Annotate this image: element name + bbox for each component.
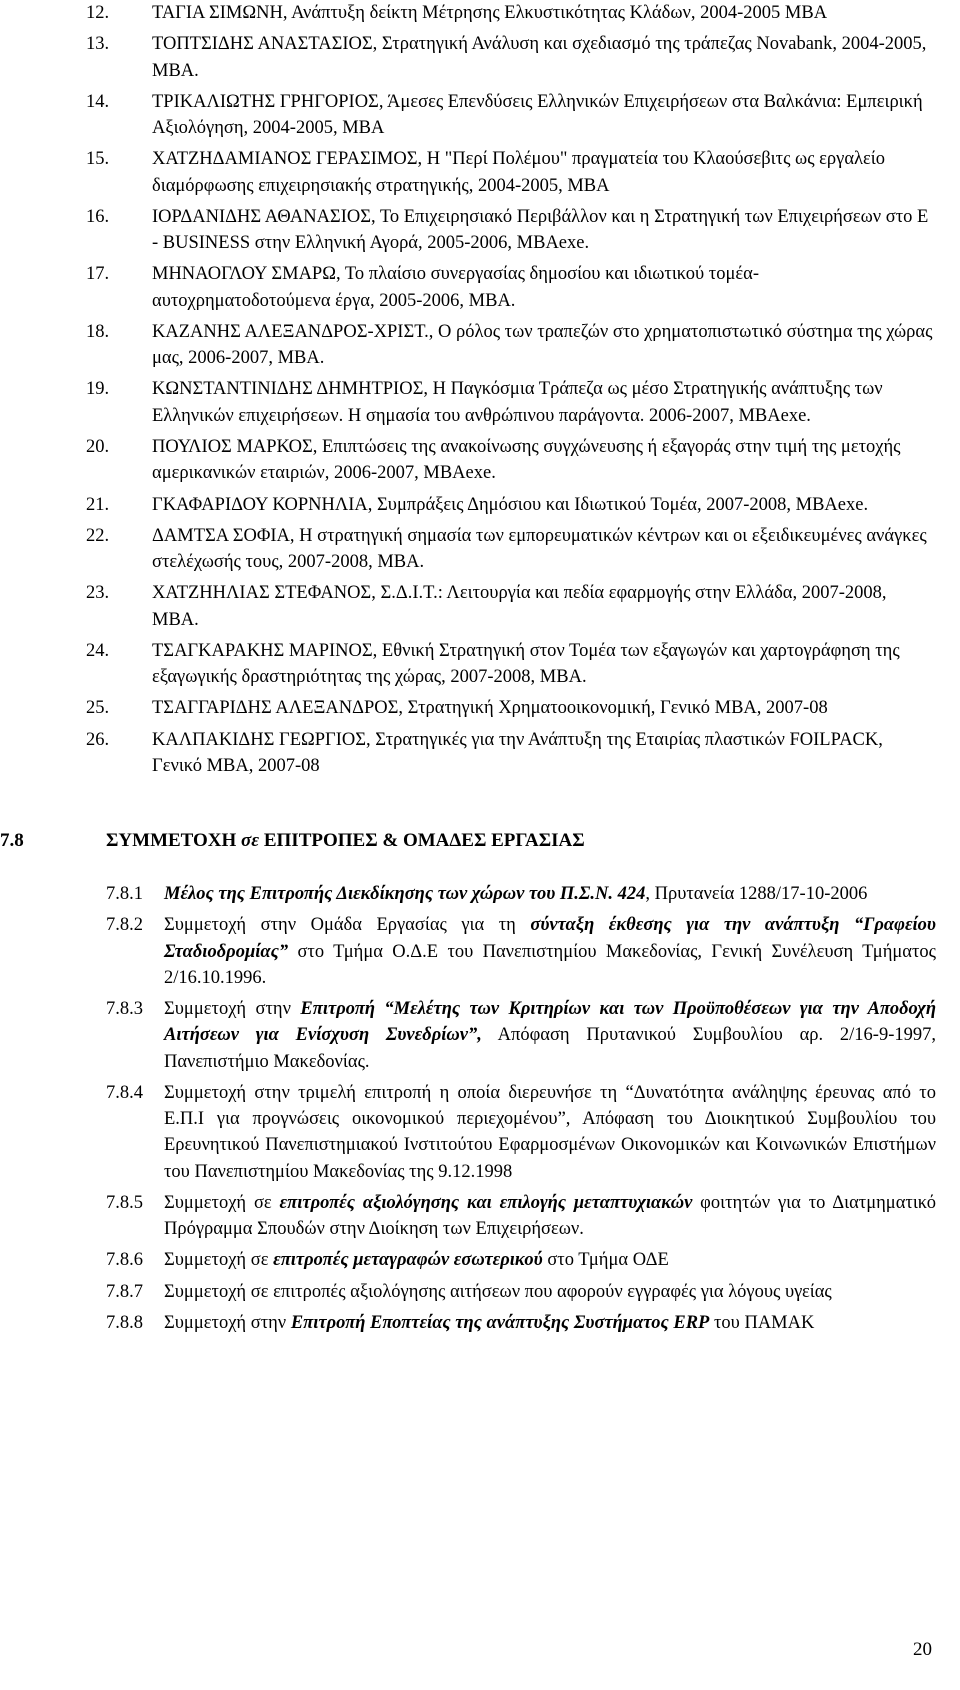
thesis-text: ΤΣΑΓΓΑΡΙΔΗΣ ΑΛΕΞΑΝΔΡΟΣ, Στρατηγική Χρηματοοικονομική, Γενικό ΜΒΑ, 2007-08 bbox=[152, 698, 828, 719]
thesis-text: ΤΡΙΚΑΛΙΩΤΗΣ ΓΡΗΓΟΡΙΟΣ, Άμεσες Επενδύσεις Ελληνικών Επιχειρήσεων στα Βαλκάνια: Εμπειρική Αξιολόγηση, 2004-2005, ΜΒΑ bbox=[152, 91, 923, 139]
thesis-text: ΚΑΖΑΝΗΣ ΑΛΕΞΑΝΔΡΟΣ-ΧΡΙΣΤ., Ο ρόλος των τραπεζών στο χρηματοπιστωτικό σύστημα της χώρας μας, 2006-2007, ΜΒΑ. bbox=[152, 321, 933, 369]
section-title-part: ΣΥΜΜΕΤΟΧΗ bbox=[106, 830, 242, 851]
thesis-number: 24. bbox=[86, 640, 110, 661]
text-segment: Επιτροπή “Μελέτης των Κριτηρίων και των Προϋποθέσεων για την Αποδοχή Αιτήσεων για Ενίσχυση Συνεδρίων”, bbox=[164, 999, 936, 1046]
committee-number: 7.8.5 bbox=[106, 1192, 143, 1213]
committee-item bbox=[106, 1080, 936, 1185]
thesis-number: 18. bbox=[86, 321, 110, 342]
text-segment: του ΠΑΜΑΚ bbox=[709, 1312, 815, 1333]
thesis-item bbox=[86, 727, 936, 780]
thesis-item bbox=[86, 89, 936, 142]
section-title-part: ΕΠΙΤΡΟΠΕΣ & ΟΜΑΔΕΣ ΕΡΓΑΣΙΑΣ bbox=[259, 830, 585, 851]
text-segment: Επιτροπή Εποπτείας της ανάπτυξης Συστήματος ERP bbox=[290, 1312, 710, 1333]
thesis-item bbox=[86, 0, 936, 26]
committee-number: 7.8.3 bbox=[106, 999, 143, 1020]
section-title-part: σε bbox=[241, 830, 260, 851]
thesis-item bbox=[86, 580, 936, 633]
committee-text bbox=[164, 1310, 936, 1336]
committee-text bbox=[164, 912, 936, 991]
text-segment: Συμμετοχή σε bbox=[164, 1192, 280, 1213]
thesis-item bbox=[86, 319, 936, 372]
text-segment: επιτροπές αξιολόγησης και επιλογής μεταπτυχιακών bbox=[279, 1192, 693, 1213]
thesis-item bbox=[86, 523, 936, 576]
committee-number: 7.8.6 bbox=[106, 1250, 143, 1271]
thesis-text: ΧΑΤΖΗΗΛΙΑΣ ΣΤΕΦΑΝΟΣ, Σ.Δ.Ι.Τ.: Λειτουργία και πεδία εφαρμογής στην Ελλάδα, 2007-2008, ΜΒΑ. bbox=[152, 583, 887, 630]
thesis-number: 13. bbox=[86, 34, 110, 55]
thesis-text: ΤΟΠΤΣΙΔΗΣ ΑΝΑΣΤΑΣΙΟΣ, Στρατηγική Ανάλυση και σχεδιασμό της τράπεζας Novabank, 2004-2005, ΜΒΑ. bbox=[152, 34, 927, 81]
text-segment: Συμμετοχή στην Ομάδα Εργασίας για τη bbox=[164, 915, 531, 936]
thesis-number: 22. bbox=[86, 525, 110, 546]
text-segment: Απόφαση Πρυτανικού Συμβουλίου αρ. 2/16-9-1997, Πανεπιστήμιο Μακεδονίας. bbox=[164, 1025, 937, 1072]
thesis-number: 14. bbox=[86, 91, 110, 112]
thesis-number: 19. bbox=[86, 379, 110, 400]
committee-item bbox=[106, 1279, 936, 1305]
committee-item bbox=[106, 996, 936, 1075]
thesis-item bbox=[86, 695, 936, 721]
committee-item bbox=[106, 1247, 936, 1273]
committee-text bbox=[164, 1247, 936, 1273]
text-segment: στο Τμήμα ΟΔΕ bbox=[542, 1250, 669, 1271]
thesis-text: ΚΩΝΣΤΑΝΤΙΝΙΔΗΣ ΔΗΜΗΤΡΙΟΣ, Η Παγκόσμια Τράπεζα ως μέσο Στρατηγικής ανάπτυξης των Ελληνικών επιχειρήσεων. Η σημασία του ανθρώπινου παράγοντα. 2006-2007, ΜΒΑexe. bbox=[152, 379, 883, 426]
thesis-number: 25. bbox=[86, 698, 110, 719]
committee-number: 7.8.4 bbox=[106, 1082, 143, 1103]
text-segment: στο Τμήμα Ο.Δ.Ε του Πανεπιστημίου Μακεδονίας, Γενική Συνέλευση Τμήματος 2/16.10.1996. bbox=[164, 941, 936, 988]
thesis-number: 12. bbox=[86, 3, 110, 23]
thesis-text: ΜΗΝΑΟΓΛΟΥ ΣΜΑΡΩ, Το πλαίσιο συνεργασίας δημοσίου και ιδιωτικού τομέα-αυτοχρηματοδοτούμενα έργα, 2005-2006, ΜΒΑ. bbox=[152, 264, 759, 311]
text-segment: Συμμετοχή στην bbox=[164, 1312, 291, 1333]
text-segment: φοιτητών για το Διατμηματικό Πρόγραμμα Σπουδών στην Διοίκηση των Επιχειρήσεων. bbox=[164, 1192, 936, 1240]
committee-text bbox=[164, 1080, 936, 1185]
committee-item bbox=[106, 881, 936, 907]
thesis-text: ΧΑΤΖΗΔΑΜΙΑΝΟΣ ΓΕΡΑΣΙΜΟΣ, Η "Περί Πολέμου" πραγματεία του Κλαούσεβιτς ως εργαλείο διαμόρφωσης επιχειρησιακής στρατηγικής, 2004-2005, ΜΒΑ bbox=[152, 149, 885, 196]
thesis-text: ΔΑΜΤΣΑ ΣΟΦΙΑ, Η στρατηγική σημασία των εμπορευματικών κέντρων και οι εξειδικευμένες ανάγκες στελέχωσής τους, 2007-2008, ΜΒΑ. bbox=[152, 525, 927, 573]
thesis-text: ΙΟΡΔΑΝΙΔΗΣ ΑΘΑΝΑΣΙΟΣ, Το Επιχειρησιακό Περιβάλλον και η Στρατηγική των Επιχειρήσεων στο E - BUSINESS στην Ελληνική Αγορά, 2005-2006, ΜΒΑexe. bbox=[152, 206, 929, 254]
thesis-text: ΚΑΛΠΑΚΙΔΗΣ ΓΕΩΡΓΙΟΣ, Στρατηγικές για την Ανάπτυξη της Εταιρίας πλαστικών FOILPACK, Γενικό ΜΒΑ, 2007-08 bbox=[152, 729, 883, 776]
committee-item bbox=[106, 912, 936, 991]
text-segment: , Πρυτανεία 1288/17-10-2006 bbox=[645, 884, 868, 904]
thesis-item bbox=[86, 376, 936, 429]
thesis-item bbox=[86, 434, 936, 487]
thesis-list bbox=[86, 0, 936, 784]
thesis-item bbox=[86, 261, 936, 314]
thesis-text: ΤΑΓΙΑ ΣΙΜΩΝΗ, Ανάπτυξη δείκτη Μέτρησης Ελκυστικότητας Κλάδων, 2004-2005 ΜΒΑ bbox=[152, 3, 828, 23]
text-segment: σύνταξη έκθεσης για την ανάπτυξη “Γραφείου Σταδιοδρομίας” bbox=[164, 915, 936, 962]
text-segment: Συμμετοχή στην bbox=[164, 999, 301, 1020]
page-number: 20 bbox=[913, 1639, 932, 1660]
committee-text bbox=[164, 1279, 936, 1305]
thesis-item bbox=[86, 204, 936, 257]
thesis-text: ΤΣΑΓΚΑΡΑΚΗΣ ΜΑΡΙΝΟΣ, Εθνική Στρατηγική στον Τομέα των εξαγωγών και χαρτογράφηση της εξαγωγικής δραστηριότητας της χώρας, 2007-2008, ΜΒΑ. bbox=[152, 640, 900, 688]
thesis-number: 21. bbox=[86, 494, 110, 515]
thesis-number: 20. bbox=[86, 436, 110, 457]
thesis-number: 23. bbox=[86, 583, 110, 604]
thesis-text: ΓΚΑΦΑΡΙΔΟΥ ΚΟΡΝΗΛΙΑ, Συμπράξεις Δημόσιου και Ιδιωτικού Τομέα, 2007-2008, ΜΒΑexe. bbox=[152, 494, 869, 515]
committee-number: 7.8.1 bbox=[106, 884, 143, 904]
thesis-number: 15. bbox=[86, 149, 110, 170]
thesis-item bbox=[86, 31, 936, 84]
section-number: 7.8 bbox=[0, 830, 24, 851]
committee-item bbox=[106, 1310, 936, 1336]
text-segment: Συμμετοχή στην τριμελή επιτροπή η οποία διερευνήσε τη “Δυνατότητα ανάληψης έρευνας από το Ε.Π.Ι για προγνώσεις οικονομικού περιεχομένου”, Απόφαση του Διοικητικού Συμβουλίου του Ερευνητικού Πανεπιστημιακού Ινστιτούτου Εφαρμοσμένων Οικονομικών και Κοινωνικών Επιστήμων του Πανεπιστημίου Μακεδονίας της 9.12.1998 bbox=[164, 1082, 936, 1182]
committee-list bbox=[106, 881, 936, 1341]
committee-text bbox=[164, 1190, 936, 1243]
section-title bbox=[106, 828, 585, 855]
committee-text bbox=[164, 881, 936, 907]
thesis-number: 26. bbox=[86, 729, 110, 750]
committee-item bbox=[106, 1190, 936, 1243]
committee-number: 7.8.7 bbox=[106, 1281, 143, 1302]
thesis-item bbox=[86, 638, 936, 691]
thesis-text: ΠΟΥΛΙΟΣ ΜΑΡΚΟΣ, Επιπτώσεις της ανακοίνωσης συγχώνευσης ή εξαγοράς στην τιμή της μετοχής αμερικανικών εταιριών, 2006-2007, ΜΒΑexe. bbox=[152, 436, 901, 484]
thesis-item bbox=[86, 146, 936, 199]
committee-text bbox=[164, 996, 936, 1075]
committee-number: 7.8.2 bbox=[106, 915, 143, 936]
committee-number: 7.8.8 bbox=[106, 1312, 143, 1333]
thesis-item bbox=[86, 492, 936, 518]
text-segment: Συμμετοχή σε bbox=[164, 1250, 274, 1271]
text-segment: Μέλος της Επιτροπής Διεκδίκησης των χώρων του Π.Σ.Ν. 424 bbox=[164, 884, 646, 904]
thesis-number: 16. bbox=[86, 206, 110, 227]
thesis-number: 17. bbox=[86, 264, 110, 285]
text-segment: Συμμετοχή σε επιτροπές αξιολόγησης αιτήσεων που αφορούν εγγραφές για λόγους υγείας bbox=[164, 1281, 832, 1302]
text-segment: επιτροπές μεταγραφών εσωτερικού bbox=[273, 1250, 543, 1271]
